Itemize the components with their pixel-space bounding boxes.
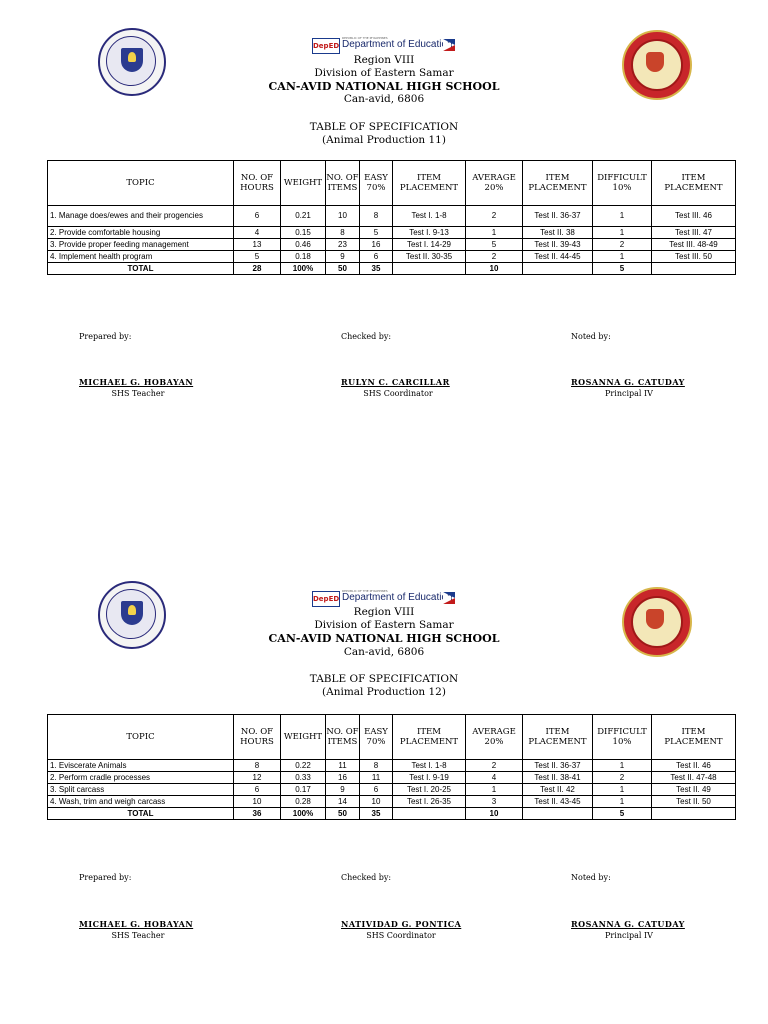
cell: Test I. 1-8 (393, 206, 466, 227)
deped-wordmark-logo: DepED (312, 38, 340, 54)
division-text: Division of Eastern Samar (314, 67, 454, 79)
cell: Test II. 50 (652, 796, 736, 808)
table-header-row (48, 715, 736, 760)
noted-label: Noted by: (571, 873, 611, 882)
table-row (48, 760, 736, 772)
cell: 8 (360, 760, 393, 772)
tos-title: TABLE OF SPECIFICATION (309, 121, 459, 133)
cell: 16 (326, 772, 360, 784)
deped-wordmark-logo: DepED (312, 591, 340, 607)
table-row (48, 772, 736, 784)
checked-label: Checked by: (341, 873, 392, 882)
cell: 10 (360, 796, 393, 808)
cell (652, 808, 736, 820)
cell (523, 808, 593, 820)
col-average: AVERAGE 20% (466, 715, 523, 760)
prepared-role: SHS Teacher (111, 931, 165, 940)
cell: 2 (593, 239, 652, 251)
col-weight: WEIGHT (281, 161, 326, 206)
col-items: NO. OF ITEMS (326, 161, 360, 206)
cell (523, 263, 593, 275)
checked-role: SHS Coordinator (366, 931, 436, 940)
table-row (48, 239, 736, 251)
prepared-label: Prepared by: (79, 332, 132, 341)
table-row (48, 227, 736, 239)
cell: 2 (466, 206, 523, 227)
cell: 8 (326, 227, 360, 239)
cell (652, 263, 736, 275)
table-row (48, 206, 736, 227)
prepared-name: MICHAEL G. HOBAYAN (79, 919, 194, 929)
col-easy: EASY 70% (360, 161, 393, 206)
cell: 0.33 (281, 772, 326, 784)
cell: 28 (234, 263, 281, 275)
cell: 35 (360, 263, 393, 275)
cell: Test II. 43-45 (523, 796, 593, 808)
deped-republic-text: REPUBLIC OF THE PHILIPPINES (342, 36, 388, 40)
cell: 2. Perform cradle processes (48, 772, 234, 784)
cell: Test II. 39-43 (523, 239, 593, 251)
noted-name: ROSANNA G. CATUDAY (571, 919, 685, 929)
cell: 10 (326, 206, 360, 227)
cell: Test I. 26-35 (393, 796, 466, 808)
cell: 12 (234, 772, 281, 784)
cell: 0.46 (281, 239, 326, 251)
cell: Test I. 9-13 (393, 227, 466, 239)
cell: Test II. 42 (523, 784, 593, 796)
cell: 5 (360, 227, 393, 239)
table-row (48, 251, 736, 263)
tos-subtitle: (Animal Production 11) (322, 134, 446, 146)
cell: 0.15 (281, 227, 326, 239)
cell: 8 (360, 206, 393, 227)
school-name: CAN-AVID NATIONAL HIGH SCHOOL (268, 632, 500, 645)
cell: 5 (593, 808, 652, 820)
col-placement-easy: ITEM PLACEMENT (393, 161, 466, 206)
cell: 1. Eviscerate Animals (48, 760, 234, 772)
col-hours: NO. OF HOURS (234, 715, 281, 760)
cell: 4 (234, 227, 281, 239)
region-text: Region VIII (353, 606, 415, 618)
cell: 10 (466, 808, 523, 820)
cell: 4. Implement health program (48, 251, 234, 263)
cell: 1 (466, 227, 523, 239)
col-items: NO. OF ITEMS (326, 715, 360, 760)
col-placement-difficult: ITEM PLACEMENT (652, 161, 736, 206)
checked-name: RULYN C. CARCILLAR (341, 377, 450, 387)
cell: Test II. 30-35 (393, 251, 466, 263)
cell: 9 (326, 251, 360, 263)
cell: 6 (360, 784, 393, 796)
table-header-row (48, 161, 736, 206)
cell: 3 (466, 796, 523, 808)
cell: 5 (593, 263, 652, 275)
checked-label: Checked by: (341, 332, 392, 341)
cell: 11 (360, 772, 393, 784)
cell: 13 (234, 239, 281, 251)
cell: 1 (593, 760, 652, 772)
table-total-row (48, 263, 736, 275)
cell: Test II. 46 (652, 760, 736, 772)
noted-name: ROSANNA G. CATUDAY (571, 377, 685, 387)
cell: Test I. 1-8 (393, 760, 466, 772)
cell: Test III. 48-49 (652, 239, 736, 251)
col-difficult: DIFFICULT 10% (593, 715, 652, 760)
cell: Test I. 9-19 (393, 772, 466, 784)
division-text: Division of Eastern Samar (314, 619, 454, 631)
table-total-row (48, 808, 736, 820)
cell: 9 (326, 784, 360, 796)
cell: 14 (326, 796, 360, 808)
checked-name: NATIVIDAD G. PONTICA (341, 919, 462, 929)
cell: 4 (466, 772, 523, 784)
address-text: Can-avid, 6806 (343, 646, 425, 658)
cell: 10 (234, 796, 281, 808)
cell: 11 (326, 760, 360, 772)
col-average: AVERAGE 20% (466, 161, 523, 206)
cell: 2. Provide comfortable housing (48, 227, 234, 239)
prepared-name: MICHAEL G. HOBAYAN (79, 377, 194, 387)
region-text: Region VIII (353, 54, 415, 66)
cell: Test II. 36-37 (523, 760, 593, 772)
cell: 50 (326, 808, 360, 820)
cell: 6 (234, 784, 281, 796)
cell: Test II. 38-41 (523, 772, 593, 784)
noted-role: Principal IV (605, 389, 653, 398)
cell: 1 (593, 227, 652, 239)
noted-role: Principal IV (605, 931, 653, 940)
cell: 6 (234, 206, 281, 227)
cell: 3. Split carcass (48, 784, 234, 796)
cell: Test I. 14-29 (393, 239, 466, 251)
cell: 0.28 (281, 796, 326, 808)
cell: 1 (593, 784, 652, 796)
cell: 1 (466, 784, 523, 796)
deped-name: Department of Education (342, 592, 453, 603)
cell (393, 263, 466, 275)
cell: 2 (466, 251, 523, 263)
tos-title: TABLE OF SPECIFICATION (309, 673, 459, 685)
col-placement-difficult: ITEM PLACEMENT (652, 715, 736, 760)
cell: 10 (466, 263, 523, 275)
col-topic: TOPIC (48, 161, 234, 206)
cell: 3. Provide proper feeding management (48, 239, 234, 251)
cell: 5 (234, 251, 281, 263)
col-easy: EASY 70% (360, 715, 393, 760)
col-hours: NO. OF HOURS (234, 161, 281, 206)
cell: 5 (466, 239, 523, 251)
tos-subtitle: (Animal Production 12) (322, 686, 446, 698)
cell: 16 (360, 239, 393, 251)
checked-role: SHS Coordinator (363, 389, 433, 398)
cell: 1 (593, 251, 652, 263)
col-placement-easy: ITEM PLACEMENT (393, 715, 466, 760)
col-topic: TOPIC (48, 715, 234, 760)
deped-republic-text: REPUBLIC OF THE PHILIPPINES (342, 589, 388, 593)
cell: 1. Manage does/ewes and their progencies (48, 206, 234, 227)
cell: 0.18 (281, 251, 326, 263)
cell: Test II. 47-48 (652, 772, 736, 784)
cell: 100% (281, 263, 326, 275)
cell: 4. Wash, trim and weigh carcass (48, 796, 234, 808)
cell: TOTAL (48, 808, 234, 820)
tos-table (47, 160, 736, 275)
cell: Test I. 20-25 (393, 784, 466, 796)
cell: Test II. 44-45 (523, 251, 593, 263)
cell: 0.21 (281, 206, 326, 227)
cell: Test III. 47 (652, 227, 736, 239)
cell: 100% (281, 808, 326, 820)
school-name: CAN-AVID NATIONAL HIGH SCHOOL (268, 80, 500, 93)
col-placement-average: ITEM PLACEMENT (523, 161, 593, 206)
col-difficult: DIFFICULT 10% (593, 161, 652, 206)
prepared-label: Prepared by: (79, 873, 132, 882)
cell: Test II. 36-37 (523, 206, 593, 227)
cell: 35 (360, 808, 393, 820)
cell: Test II. 49 (652, 784, 736, 796)
cell: 36 (234, 808, 281, 820)
cell: Test III. 50 (652, 251, 736, 263)
prepared-role: SHS Teacher (111, 389, 165, 398)
address-text: Can-avid, 6806 (343, 93, 425, 105)
cell: 0.22 (281, 760, 326, 772)
cell: TOTAL (48, 263, 234, 275)
cell: 1 (593, 796, 652, 808)
table-row (48, 784, 736, 796)
cell: 8 (234, 760, 281, 772)
cell: Test II. 38 (523, 227, 593, 239)
cell: 0.17 (281, 784, 326, 796)
table-row (48, 796, 736, 808)
cell: 2 (593, 772, 652, 784)
col-weight: WEIGHT (281, 715, 326, 760)
cell: 50 (326, 263, 360, 275)
cell: 23 (326, 239, 360, 251)
noted-label: Noted by: (571, 332, 611, 341)
cell: 2 (466, 760, 523, 772)
cell: 1 (593, 206, 652, 227)
tos-table (47, 714, 736, 820)
cell: 6 (360, 251, 393, 263)
col-placement-average: ITEM PLACEMENT (523, 715, 593, 760)
cell: Test III. 46 (652, 206, 736, 227)
cell (393, 808, 466, 820)
deped-name: Department of Education (342, 39, 453, 50)
